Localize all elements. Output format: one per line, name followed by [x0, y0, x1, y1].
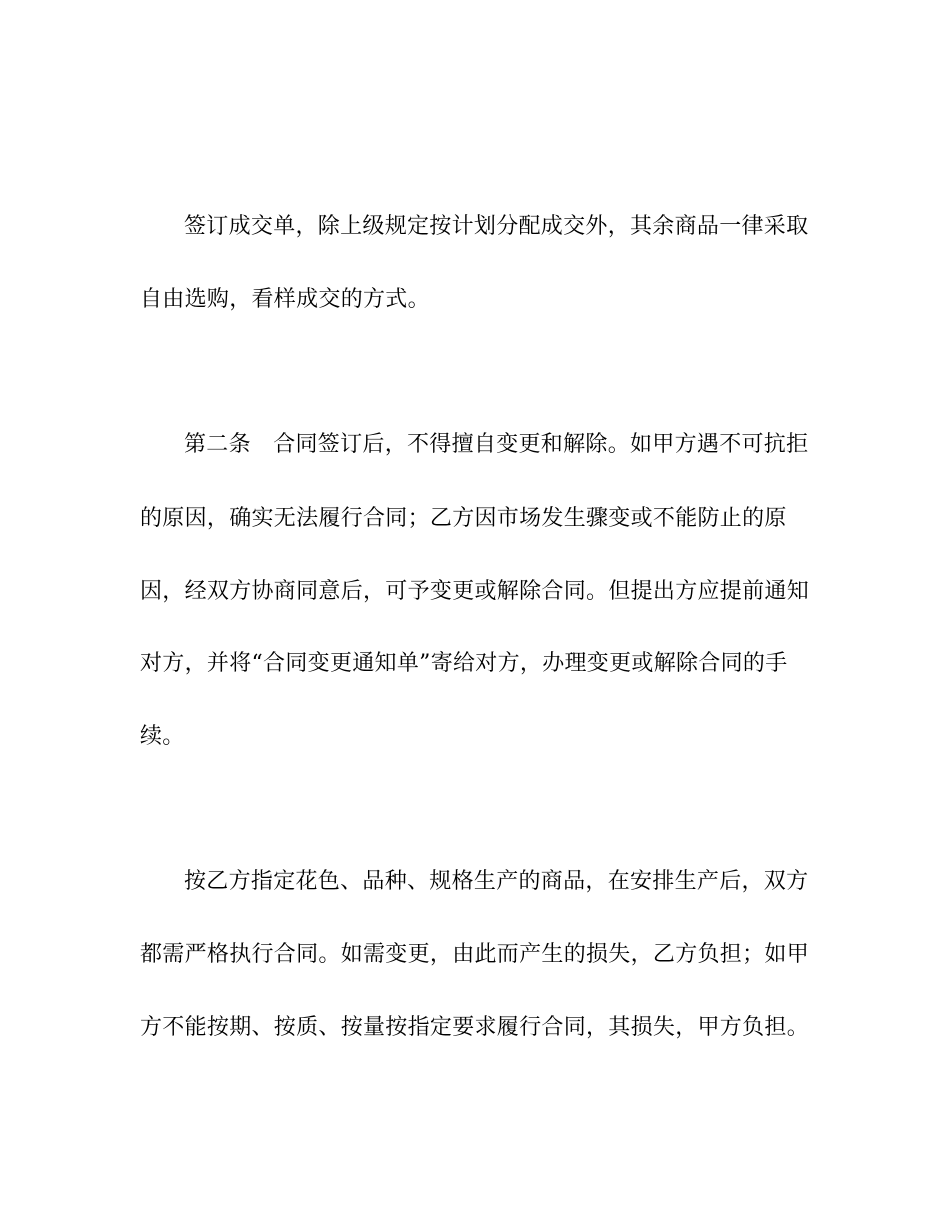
paragraph-3-line-2: 都需严格执行合同。如需变更，由此而产生的损失，乙方负担；如甲 [140, 942, 810, 967]
paragraph-3-line-3: 方不能按期、按质、按量按指定要求履行合同，其损失，甲方负担。 [140, 1015, 810, 1040]
paragraph-2-line-3: 因，经双方协商同意后，可予变更或解除合同。但提出方应提前通知 [140, 579, 810, 604]
paragraph-2-line-4: 对方，并将“合同变更通知单”寄给对方，办理变更或解除合同的手 [140, 651, 788, 676]
paragraph-3-line-1: 按乙方指定花色、品种、规格生产的商品，在安排生产后，双方 [184, 869, 809, 894]
paragraph-2-line-1: 第二条 合同签订后，不得擅自变更和解除。如甲方遇不可抗拒 [184, 432, 809, 457]
paragraph-2-line-2: 的原因，确实无法履行合同；乙方因市场发生骤变或不能防止的原 [140, 506, 787, 531]
paragraph-1-line-1: 签订成交单，除上级规定按计划分配成交外，其余商品一律采取 [184, 214, 809, 239]
paragraph-2-line-5: 续。 [140, 724, 185, 749]
paragraph-1-line-2: 自由选购，看样成交的方式。 [140, 287, 430, 312]
